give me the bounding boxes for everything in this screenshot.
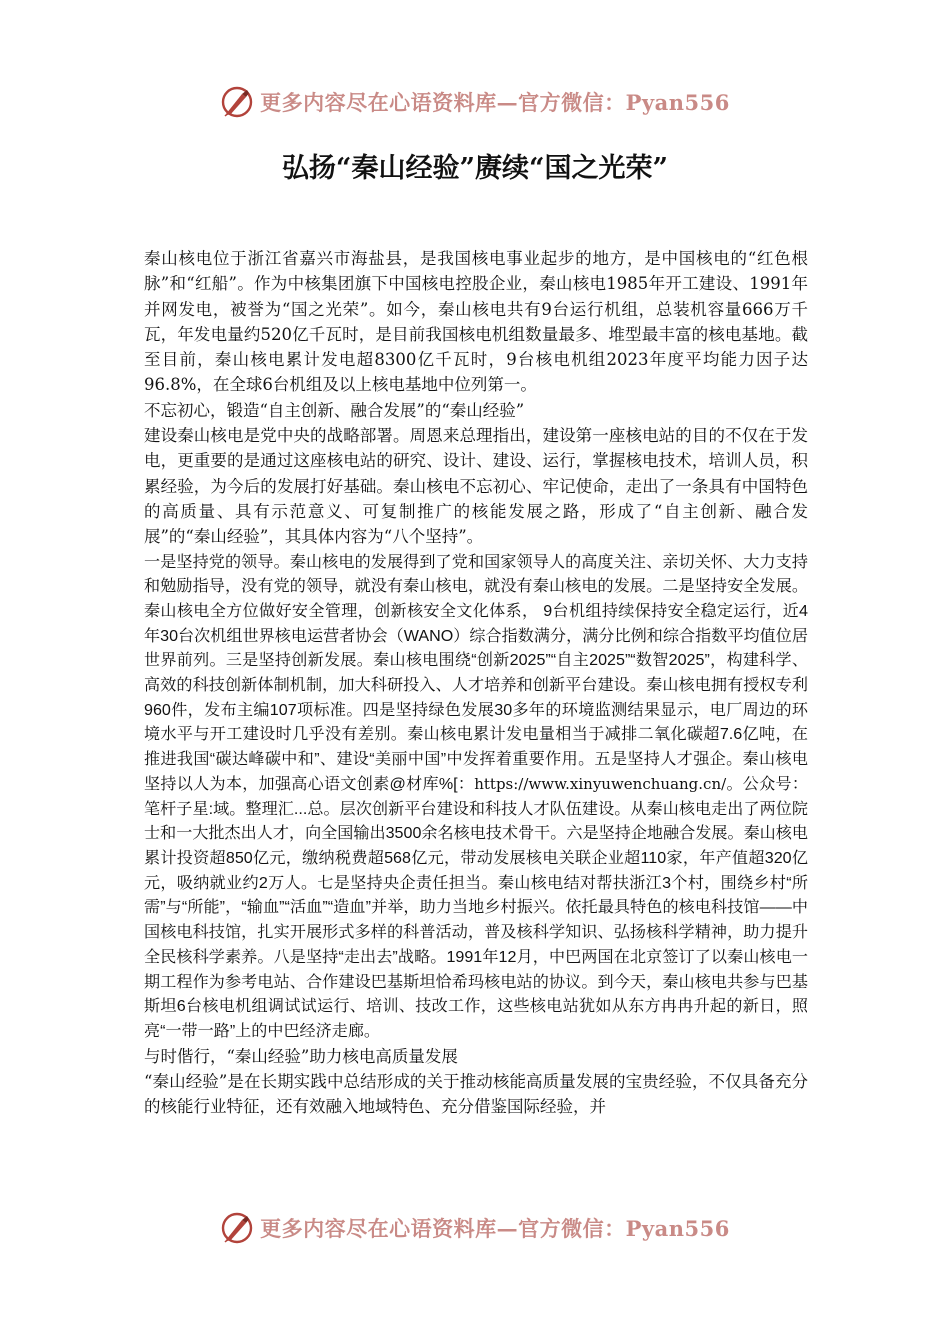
paragraph-text-part-2: 。公众号：笔杆子星:域。整理汇...总。层次创新平台建设和科技人才队伍建设。从秦山核电走出了两位院士和一大批杰出人才，向全国输出3500余名核电技术骨干。六是坚持企地融合发展。秦山核电累计投资超850亿元，缴纳税费超568亿元，带动发展核电关联企业超110家，年产值超320亿元，吸纳就业约2万人。七是坚持央企责任担当。秦山核电结对帮扶浙江3个村，围绕乡村“所需”与“所能”，“输血”“活血”“造血”并举，助力当地乡村振兴。依托最具特色的核电科技馆——中国核电科技馆，扎实开展形式多样的科普活动，普及核科学知识、弘扬核科学精神，助力提升全民核科学素养。八是坚持“走出去”战略。1991年12月，中巴两国在北京签订了以秦山核电一期工程作为参考电站、合作建设巴基斯坦恰希玛核电站的协议。到今天，秦山核电共参与巴基斯坦6台核电机组调试试运行、培训、技改工作，这些核电站犹如从东方冉冉升起的新日，照亮“一带一路”上的中巴经济走廊。 [144,774,808,1040]
experience-paragraph: “秦山经验”是在长期实践中总结形成的关于推动核能高质量发展的宝贵经验，不仅具备充分的核能行业特征，还有效融入地域特色、充分借鉴国际经验，并 [144,1071,808,1117]
strategy-paragraph: 建设秦山核电是党中央的战略部署。周恩来总理指出，建设第一座核电站的目的不仅在于发电，更重要的是通过这座核电站的研究、设计、建设、运行，掌握核电技术，培训人员，积累经验，为今后的发展打好基础。秦山核电不忘初心、牢记使命，走出了一条具有中国特色的高质量、具有示范意义、可复制推广的核能发展之路，形成了“自主创新、融合发展”的“秦山经验”，其具体内容为“八个坚持”。 [144,426,808,547]
inline-url-text: https://www.xinyuwenchuang.cn/ [474,774,727,793]
watermark-header [0,82,950,122]
section-heading-2: 与时偕行，“秦山经验”助力核电高质量发展 [144,1046,458,1066]
pen-logo-icon [220,1211,254,1245]
article-body [144,246,808,1120]
pen-logo-icon [220,85,254,119]
article-title: 弘扬“秦山经验”赓续“国之光荣” [281,153,669,184]
watermark-text: 更多内容尽在心语资料库—官方微信：Pyan556 [260,90,730,115]
section-heading-1: 不忘初心，锻造“自主创新、融合发展”的“秦山经验” [144,400,525,420]
paragraph-text-part-1: 一是坚持党的领导。秦山核电的发展得到了党和国家领导人的高度关注、亲切关怀、大力支持和勉励指导，没有党的领导，就没有秦山核电，就没有秦山核电的发展。二是坚持安全发展。秦山核电全方位做好安全管理，创新核安全文化体系， 9台机组持续保持安全稳定运行，近4年30台次机组世界核电运营者协会（WANO）综合指数满分，满分比例和综合指数平均值位居世界前列。三是坚持创新发展。秦山核电围绕“创新2025”“自主2025”“数智2025”，构建科学、高效的科技创新体制机制，加大科研投入、人才培养和创新平台建设。秦山核电拥有授权专利960件，发布主编107项标准。四是坚持绿色发展30多年的环境监测结果显示，电厂周边的环境水平与开工建设时几乎没有差别。秦山核电累计发电量相当于减排二氧化碳超7.6亿吨，在推进我国“碳达峰碳中和”、建设“美丽中国”中发挥着重要作用。五是坚持人才强企。秦山核电坚持以人为本，加强高心语文创素@材库%[： [144,552,808,793]
watermark-text: 更多内容尽在心语资料库—官方微信：Pyan556 [260,1216,730,1241]
intro-paragraph: 秦山核电位于浙江省嘉兴市海盐县，是我国核电事业起步的地方，是中国核电的“红色根脉”和“红船”。作为中核集团旗下中国核电控股企业，秦山核电1985年开工建设、1991年并网发电，被誉为“国之光荣”。如今，秦山核电共有9台运行机组，总装机容量666万千瓦，年发电量约520亿千瓦时，是目前我国核电机组数量最多、堆型最丰富的核电基地。截至目前，秦山核电累计发电超8300亿千瓦时，9台核电机组2023年度平均能力因子达96.8%，在全球6台机组及以上核电基地中位列第一。 [144,249,808,395]
eight-adherences-paragraph [144,550,808,1044]
watermark-footer [0,1208,950,1248]
